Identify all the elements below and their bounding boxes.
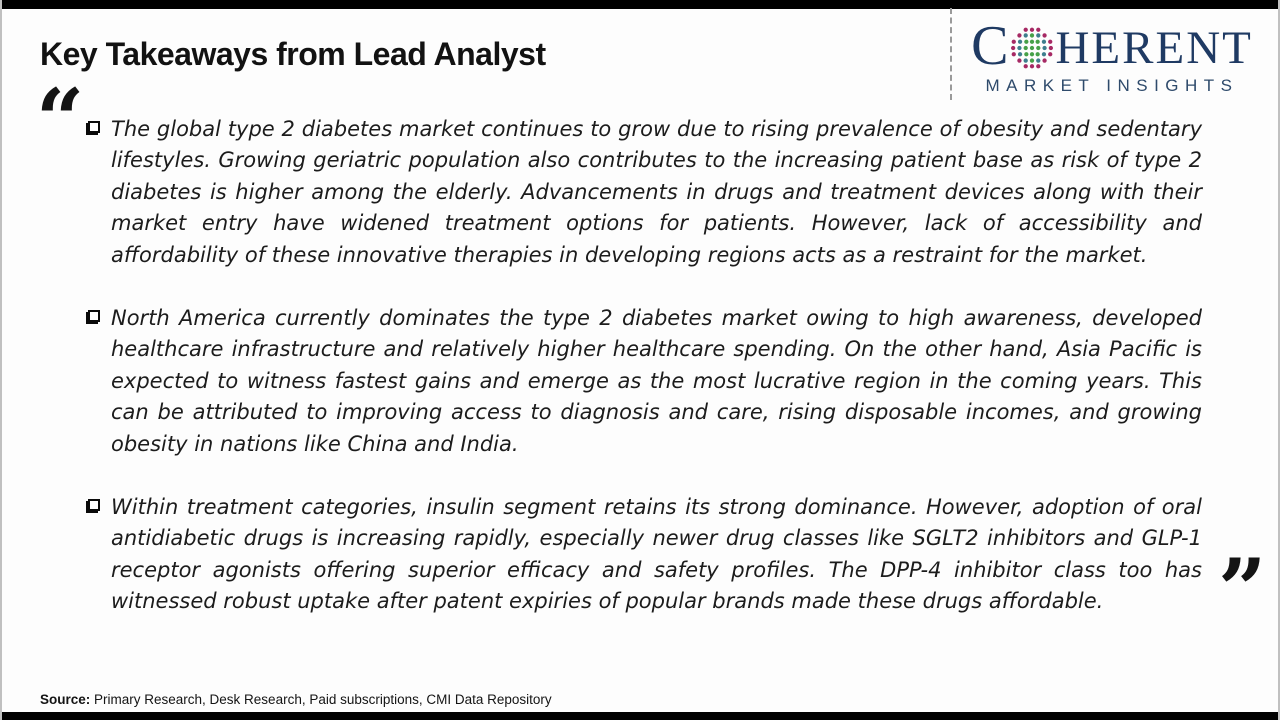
source-text: Primary Research, Desk Research, Paid subscriptions, CMI Data Repository — [90, 692, 552, 707]
bullet-text-2: North America currently dominates the type 2 diabetes market owing to high awareness, developed healthcare infrastructure and relatively higher healthcare spending. On the other hand, Asia Pacific is expected to witness fastest gains and emerge as the most lucrative region in the coming years. This can be attributed to improving access to diagnosis and care, rising disposable incomes, and growing obesity in nations like China and India. — [111, 306, 1202, 456]
list-item — [88, 114, 1202, 271]
list-item — [88, 492, 1202, 618]
checkbox-bullet-icon — [88, 121, 100, 133]
logo-letters-rest: HERENT — [1055, 22, 1253, 74]
company-logo — [966, 15, 1258, 96]
bottom-black-bar — [2, 712, 1278, 720]
logo-wordmark — [966, 15, 1258, 77]
takeaways-list — [88, 114, 1202, 650]
source-line — [40, 692, 552, 707]
checkbox-bullet-icon — [88, 499, 100, 511]
close-quote-icon: ” — [1218, 540, 1267, 639]
logo-letter-c: C — [971, 15, 1009, 77]
checkbox-bullet-icon — [88, 310, 100, 322]
open-quote-icon: “ — [36, 70, 85, 169]
source-label: Source: — [40, 692, 91, 707]
bullet-text-3: Within treatment categories, insulin segment retains its strong dominance. However, adoption of oral antidiabetic drugs is increasing rapidly, especially newer drug classes like SGLT2 inhibitors and GLP-1 receptor agonists offering superior efficacy and safety profiles. The DPP-4 inhibitor class too has witnessed robust uptake after patent expiries of popular brands made these drugs affordable. — [111, 495, 1202, 614]
dotted-globe-icon — [1010, 26, 1054, 70]
logo-tagline: MARKET INSIGHTS — [985, 76, 1239, 95]
page-title: Key Takeaways from Lead Analyst — [40, 36, 546, 72]
logo-divider-dashed-line — [950, 8, 952, 100]
list-item — [88, 303, 1202, 460]
bullet-text-1: The global type 2 diabetes market continues to grow due to rising prevalence of obesity and sedentary lifestyles. Growing geriatric population also contributes to the increasing patient base as risk of type 2 diabetes is higher among the elderly. Advancements in drugs and treatment devices along with their market entry have widened treatment options for patients. However, lack of accessibility and affordability of these innovative therapies in developing regions acts as a restraint for the market. — [111, 117, 1202, 267]
top-black-bar — [2, 0, 1278, 9]
